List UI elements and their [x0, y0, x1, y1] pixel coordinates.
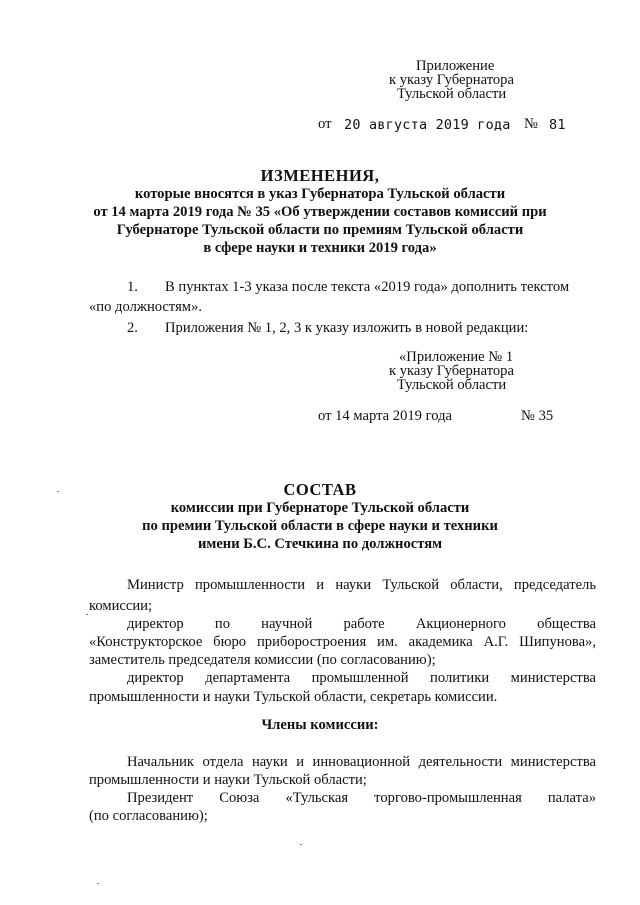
composition-title: СОСТАВ	[283, 480, 357, 499]
entry-continuation: заместитель председателя комиссии (по согласованию);	[89, 652, 436, 668]
subtitle-line: в сфере науки и техники 2019 года»	[203, 240, 437, 256]
item-text-continued: «по должностям».	[89, 299, 202, 315]
scan-speck	[300, 844, 302, 845]
entry-first-line: Министр промышленности и науки Тульской области, председатель	[127, 577, 596, 593]
entry-continuation: промышленности и науки Тульской области, секретарь комиссии.	[89, 689, 498, 705]
subtitle-line: комиссии при Губернаторе Тульской области	[170, 500, 470, 516]
inner-number: № 35	[521, 408, 554, 424]
item-text: В пунктах 1-3 указа после текста «2019 года» дополнить текстом	[165, 279, 570, 295]
entry-continuation: промышленности и науки Тульской области;	[89, 772, 367, 788]
inner-appendix-line: к указу Губернатора	[389, 363, 514, 379]
entry-continuation: (по согласованию);	[89, 808, 208, 824]
entry-continuation: «Конструкторское бюро приборостроения им. академика А.Г. Шипунова»,	[89, 634, 596, 650]
subtitle-line: по премии Тульской области в сфере науки и техники	[142, 518, 498, 534]
subtitle-line: Губернаторе Тульской области по премиям Тульской области	[116, 222, 524, 238]
scan-speck	[97, 883, 99, 884]
entry-first-line: Президент Союза «Тульская торгово-промышленная палата»	[127, 790, 596, 806]
item-number: 1.	[127, 279, 138, 295]
inner-date: от 14 марта 2019 года	[318, 408, 453, 424]
date-prefix: от	[318, 116, 332, 132]
appendix-line: Приложение	[416, 58, 495, 74]
scan-speck	[86, 614, 88, 615]
appendix-line: к указу Губернатора	[389, 72, 514, 88]
subtitle-line: от 14 марта 2019 года № 35 «Об утверждении составов комиссий при	[93, 204, 547, 220]
changes-title: ИЗМЕНЕНИЯ,	[260, 166, 380, 185]
entry-first-line: директор по научной работе Акционерного общества	[127, 616, 596, 632]
appendix-line: Тульской области	[397, 86, 507, 102]
date-value: 20 августа 2019 года	[344, 117, 511, 133]
entry-first-line: директор департамента промышленной политики министерства	[127, 670, 596, 686]
inner-appendix-line: «Приложение № 1	[399, 349, 514, 365]
subtitle-line: которые вносятся в указ Губернатора Тульской области	[134, 186, 506, 202]
number-value: 81	[549, 117, 566, 133]
entry-continuation: комиссии;	[89, 598, 153, 614]
scan-speck	[57, 491, 59, 492]
members-heading: Члены комиссии:	[261, 717, 379, 733]
item-text: Приложения № 1, 2, 3 к указу изложить в новой редакции:	[165, 320, 529, 336]
entry-first-line: Начальник отдела науки и инновационной деятельности министерства	[127, 754, 596, 770]
number-sign: №	[524, 116, 538, 132]
inner-appendix-line: Тульской области	[397, 377, 507, 393]
subtitle-line: имени Б.С. Стечкина по должностям	[197, 536, 443, 552]
appendix-header	[0, 59, 640, 107]
item-number: 2.	[127, 320, 138, 336]
